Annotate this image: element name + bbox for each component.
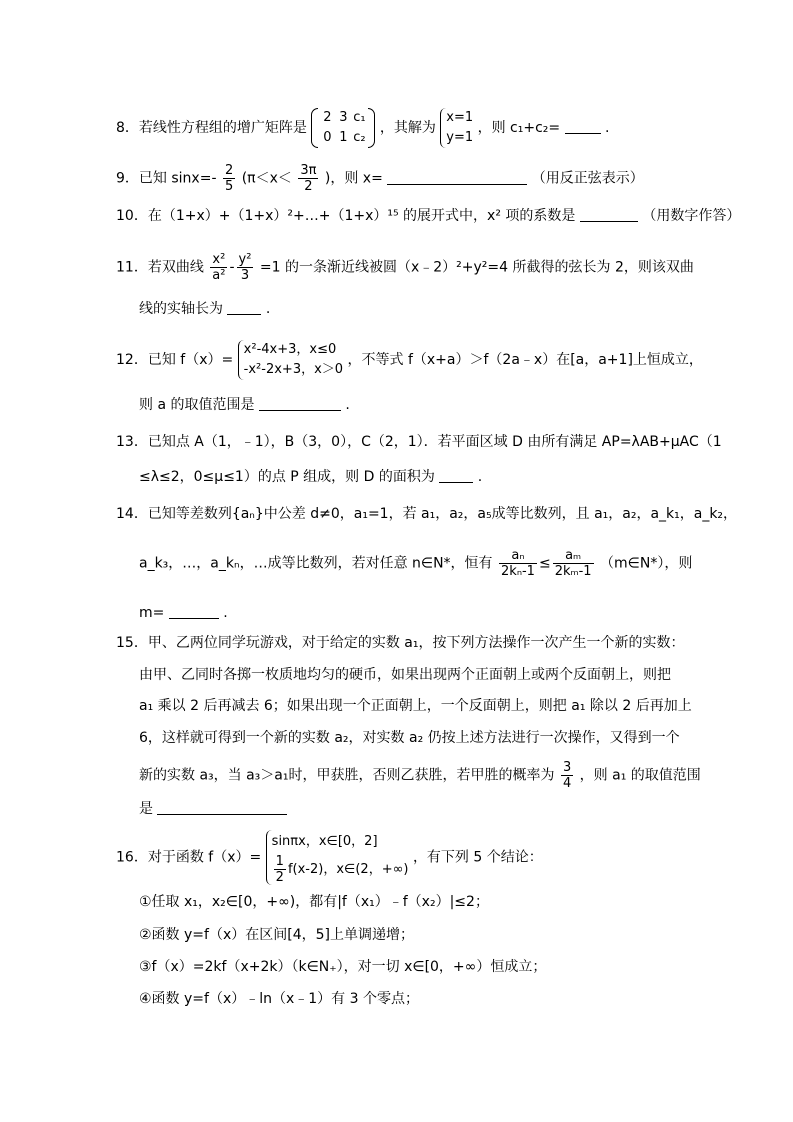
fraction: $\frac{\text{aₘ}}{\text{2kₘ-1}}$ [554,548,592,579]
answer-blank[interactable] [565,119,601,134]
answer-blank[interactable] [259,396,341,411]
piecewise-function: sinπx，x∈[0，2] $\frac{1}{2}$ f(x-2)，x∈(2，+∞) [266,830,409,885]
question-12-line2: 则 a 的取值范围是 . [139,397,350,413]
solution-system: x=1 y=1 [440,108,473,148]
question-11: 11．若双曲线 $\frac{\text{x²}}{\text{a²}}$ - $\frac{\text{y²}}{3}$ =1 的一条渐近线被圆（x﹣2）²+y²=4 所截得的弦长为 2，则该双曲 [116,252,694,283]
augmented-matrix: 2 3 c₁ 0 1 c₂ [311,108,375,148]
answer-blank[interactable] [580,207,638,222]
fraction: $\frac{2}{5}$ [224,163,234,194]
question-14-line3: m= . [139,605,228,621]
fraction: $\frac{\text{x²}}{\text{a²}}$ [212,252,226,283]
piecewise-function: x²-4x+3，x≤0 -x²-2x+3，x＞0 [238,340,343,380]
fraction: $\frac{1}{2}$ [275,854,284,885]
question-14-line2: a_k₃，…，a_kₙ，…成等比数列，若对任意 n∈N*，恒有 $\frac{\text{aₙ}}{\text{2kₙ-1}}$ ≤ $\frac{\text{aₘ}}{\text{2kₘ-1}}$ （m∈N*），则 [139,548,693,579]
answer-blank[interactable] [157,800,287,815]
question-15-line6: 是 [139,800,287,818]
question-14: 14．已知等差数列{aₙ}中公差 d≠0，a₁=1，若 a₁，a₂，a₅成等比数列，且 a₁，a₂，a_k₁，a_k₂， [116,506,738,522]
question-15: 15．甲、乙两位同学玩游戏，对于给定的实数 a₁，按下列方法操作一次产生一个新的实数： [116,635,685,651]
answer-blank[interactable] [169,604,219,619]
fraction: $\frac{\text{y²}}{3}$ [238,252,252,283]
fraction: $\frac{3}{4}$ [562,760,572,791]
question-9: 9．已知 sinx=- $\frac{2}{5}$ (π＜x＜ $\frac{3\pi}{2}$ )，则 x= （用反正弦表示） [116,163,644,194]
conclusion-4: ④函数 y=f（x）﹣ln（x﹣1）有 3 个零点； [139,991,419,1007]
question-16: 16．对于函数 f（x）= sinπx，x∈[0，2] $\frac{1}{2}$ f(x-2)，x∈(2，+∞) ，有下列 5 个结论： [116,830,543,885]
question-12: 12．已知 f（x）= x²-4x+3，x≤0 -x²-2x+3，x＞0 ，不等式 f（x+a）＞f（2a﹣x）在[a，a+1]上恒成立， [116,340,703,380]
q8-suffix: ，则 c₁+c₂= [477,120,561,136]
question-10: 10．在（1+x）+（1+x）²+…+（1+x）¹⁵ 的展开式中，x² 项的系数是 （用数字作答） [116,208,741,224]
answer-blank[interactable] [439,468,473,483]
fraction: $\frac{3\pi}{2}$ [300,163,317,194]
question-8: 8．若线性方程组的增广矩阵是 2 3 c₁ 0 1 c₂ ，其解为 x=1 y=1 ，则 c₁+c₂= . [116,108,609,148]
answer-blank[interactable] [387,170,527,185]
question-15-line5: 新的实数 a₃，当 a₃＞a₁时，甲获胜，否则乙获胜，若甲胜的概率为 $\frac{3}{4}$ ，则 a₁ 的取值范围 [139,760,701,791]
question-13: 13．已知点 A（1，﹣1），B（3，0），C（2，1）．若平面区域 D 由所有满足 AP=λAB+μAC（1 [116,434,722,450]
conclusion-2: ②函数 y=f（x）在区间[4，5]上单调递增； [139,927,414,943]
conclusion-1: ①任取 x₁，x₂∈[0，+∞)，都有|f（x₁）﹣f（x₂）|≤2； [139,894,489,910]
fraction: $\frac{\text{aₙ}}{\text{2kₙ-1}}$ [501,548,535,579]
question-15-line2: 由甲、乙同时各掷一枚质地均匀的硬币，如果出现两个正面朝上或两个反面朝上，则把 [139,667,671,683]
question-13-line2: ≤λ≤2，0≤μ≤1）的点 P 组成，则 D 的面积为 . [139,469,483,485]
question-11-line2: 线的实轴长为 . [139,301,271,317]
conclusion-3: ③f（x）=2kf（x+2k）（k∈N₊），对一切 x∈[0，+∞）恒成立； [139,959,547,975]
question-15-line3: a₁ 乘以 2 后再减去 6；如果出现一个正面朝上，一个反面朝上，则把 a₁ 除以 2 后再加上 [139,698,692,714]
question-15-line4: 6，这样就可得到一个新的实数 a₂，对实数 a₂ 仍按上述方法进行一次操作，又得到一个 [139,730,680,746]
q8-middle: ，其解为 [379,120,436,136]
q8-prefix: 8．若线性方程组的增广矩阵是 [116,120,307,136]
answer-blank[interactable] [227,300,261,315]
